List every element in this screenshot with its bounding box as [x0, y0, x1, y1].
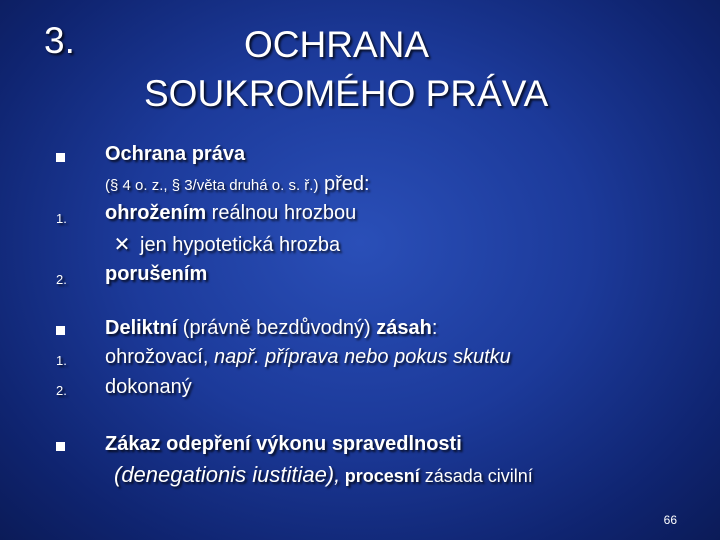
list-item: ohrožovací, např. příprava nebo pokus skutku: [105, 346, 511, 368]
page-number: 66: [663, 513, 677, 527]
list-item: ohrožením reálnou hrozbou: [105, 202, 357, 224]
square-bullet-icon: [56, 442, 65, 451]
list-number: 1.: [56, 211, 67, 226]
list-number: 1.: [56, 353, 67, 368]
section1-note: ✕ jen hypotetická hrozba: [113, 234, 341, 256]
section1-heading: Ochrana práva: [105, 143, 246, 165]
slide-title-line2: SOUKROMÉHO PRÁVA: [144, 73, 549, 114]
cross-icon: ✕: [113, 234, 131, 256]
section3-heading: Zákaz odepření výkonu spravedlnosti: [105, 433, 462, 455]
slide-title-line1: OCHRANA: [244, 24, 430, 65]
section2-heading: Deliktní (právně bezdůvodný) zásah:: [105, 317, 438, 339]
list-number: 2.: [56, 272, 67, 287]
slide-number-label: 3.: [44, 20, 75, 61]
square-bullet-icon: [56, 326, 65, 335]
list-item: porušením: [105, 263, 208, 285]
section1-reference: (§ 4 o. z., § 3/věta druhá o. s. ř.) před:: [105, 173, 370, 195]
list-number: 2.: [56, 383, 67, 398]
square-bullet-icon: [56, 153, 65, 162]
list-item: dokonaný: [105, 376, 192, 398]
section3-detail: (denegationis iustitiae), procesní zásada civilní: [114, 462, 533, 487]
